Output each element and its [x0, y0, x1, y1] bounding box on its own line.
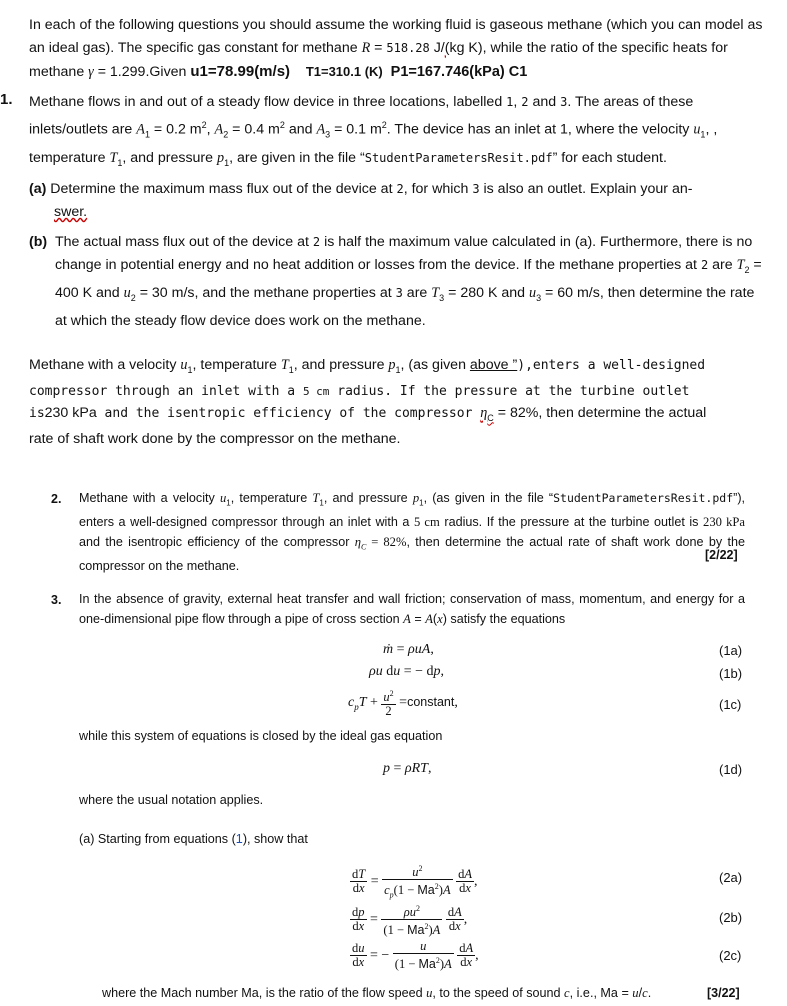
q3-closing: while this system of equations is closed by the ideal gas equation: [79, 729, 443, 743]
q1-paragraph: Methane flows in and out of a steady flow device in three locations, labelled 1, 2 and 3. The areas of these inlets/outlets are $A_1 = 0.2$ $m^2$, $A_2 = 0.4$ $m^2$ and $A_3 = 0.1$ $m^2$. The device has an inlet at 1, where the velocity $u_1$, , temperature $T_1$, and pressure $p_1$, are given in the file “StudentParametersResit.pdf” for each student.: [29, 94, 718, 168]
equation-2a: $\frac{dT}{dx}$ = $\frac{u^2}{c_p(1 - Ma^2)A}$ $\frac{dA}{dx}$ ,: [352, 864, 478, 900]
given-u1: u1=78.99(m/s): [190, 63, 291, 80]
eq-label-1a: (1a): [719, 643, 743, 658]
q3-notation: where the usual notation applies.: [79, 793, 264, 807]
equation-2b: $\frac{dp}{dx}$ = $\frac{\rho u^2}{(1 - Ma^2)A}$ $\frac{dA}{dx}$ ,: [352, 904, 468, 938]
q3-intro: In the absence of gravity, external heat transfer and wall friction; conservation of mass, momentum, and energy for a one-dimensional pipe flow through a pipe of cross section A = A(x) satisfy the equations: [79, 592, 745, 626]
eq-ref-link[interactable]: 1: [235, 832, 243, 846]
given-p1: P1=167.746(kPa) C1: [390, 64, 528, 80]
q2-number: 2.: [51, 492, 62, 506]
eq-label-2a: (2a): [719, 870, 743, 885]
q1-part-b-text: The actual mass flux out of the device at 2 is half the maximum value calculated in (a). Furthermore, there is no change in potential energy and no heat addition or losses from the device. If the methane properties at 2 are $T_2 = 400$ K and $u_2 = 30$ m/s, and the methane properties at 3 are $T_3 = 280$ K and $u_3 = 60$ m/s, then determine the rate at which the steady flow device does work on the methane.: [55, 234, 762, 329]
above-link: above ”: [469, 357, 518, 373]
eq-label-1d: (1d): [719, 762, 743, 777]
equation-2c: $\frac{du}{dx}$ = − $\frac{u}{(1 - Ma^2)A}$ $\frac{dA}{dx}$ ,: [352, 939, 479, 972]
q1-part-a: (a) Determine the maximum mass flux out of the device at 2, for which 3 is also an outlet. Explain your an- swer.: [29, 181, 693, 220]
eq-label-1c: (1c): [719, 697, 742, 712]
q1-number: 1.: [0, 91, 13, 108]
eq-label-2c: (2c): [719, 948, 742, 963]
eq-label-1b: (1b): [719, 666, 743, 681]
q1-part-b: (b): [29, 234, 48, 250]
q3-marks: [3/22]: [707, 986, 740, 1000]
equation-1b: ρu du = − dp,: [369, 664, 445, 679]
q3-mach-definition: where the Mach number Ma, is the ratio of the flow speed u, to the speed of sound c, i.e., Ma = u/c.: [102, 986, 652, 1000]
given-T1: T1=310.1 (K): [305, 64, 383, 79]
eq-label-2b: (2b): [719, 910, 743, 925]
compressor-paragraph: Methane with a velocity $u_1$, temperature $T_1$, and pressure $p_1$, (as given above ”),enters a well-designed compressor through an inlet with a 5 cm radius. If the pressure at the turbine outlet is230 kPa and the isentropic efficiency of the compressor $\eta_C = 82\%$, then determine the actual rate of shaft work done by the compressor on the methane.: [29, 357, 707, 448]
q3-number: 3.: [51, 593, 62, 607]
q2-marks: [2/22]: [705, 548, 738, 562]
equation-1a: ṁ = ρuA,: [383, 642, 434, 657]
q2-paragraph: Methane with a velocity $u_1$, temperature $T_1$, and pressure $p_1$, (as given in the file “StudentParametersResit.pdf”), enters a well-designed compressor through an inlet with a 5 cm radius. If the pressure at the turbine outlet is 230 kPa and the isentropic efficiency of the compressor $\eta_C = 82\%$, then determine the actual rate of shaft work done by the compressor on the methane.: [79, 491, 746, 573]
q3-part-a: (a) Starting from equations (1), show that: [79, 832, 308, 846]
equation-1c: $c_pT$ + $\frac{u^2}{2}$ =constant,: [348, 689, 458, 719]
equation-1d: p = ρRT,: [383, 761, 432, 776]
intro-paragraph: In each of the following questions you should assume the working fluid is gaseous methane (which you can model as an ideal gas). The specific gas constant for methane R = 518.28 J/(kg K), while the ratio of the specific heats for methane γ = 1.299.Given u1=78.99(m/s) T1=310.1 (K) P1=167.746(kPa) C1: [29, 17, 763, 80]
